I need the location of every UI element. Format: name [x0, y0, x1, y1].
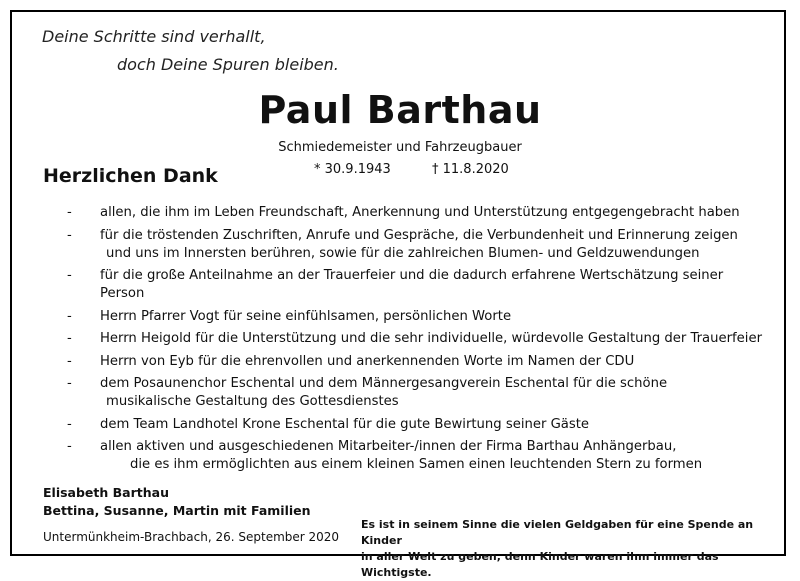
list-item: - dem Posaunenchor Eschental und dem Männergesangverein Eschental für die schöne musikalische Gestaltung des Gottesdienstes: [67, 376, 668, 409]
obituary-frame: [10, 10, 786, 579]
list-item: - für die große Anteilnahme an der Trauerfeier und die dadurch erfahrene Wertschätzung seiner Person: [67, 268, 724, 301]
quote-line-2: doch Deine Spuren bleiben.: [117, 55, 339, 74]
thanks-list: [62, 204, 762, 479]
list-item: - Herrn von Eyb für die ehrenvollen und anerkennenden Worte im Namen der CDU: [67, 353, 635, 369]
list-item: - allen aktiven und ausgeschiedenen Mitarbeiter-/innen der Firma Barthau Anhängerbau, die es ihm ermöglichten aus einem kleinen Samen einen leuchtenden Stern zu formen: [67, 439, 703, 472]
donation-note: [361, 517, 781, 581]
donation-note-line-1: Es ist in seinem Sinne die vielen Geldgaben für eine Spende an Kinder: [361, 518, 754, 547]
quote-line-1: Deine Schritte sind verhallt,: [42, 27, 266, 46]
signer-line-1: Elisabeth Barthau: [43, 485, 169, 500]
list-item: - Herrn Heigold für die Unterstützung und die sehr individuelle, würdevolle Gestaltung der Trauerfeier: [67, 331, 762, 346]
death-date: † 11.8.2020: [432, 162, 509, 177]
donation-note-line-2: in aller Welt zu geben, denn Kinder waren ihm immer das Wichtigste.: [361, 550, 719, 579]
deceased-profession: Schmiedemeister und Fahrzeugbauer: [278, 140, 522, 155]
place-date: Untermünkheim-Brachbach, 26. September 2020: [43, 530, 340, 544]
signer-line-2: Bettina, Susanne, Martin mit Familien: [43, 503, 311, 518]
signers: [43, 484, 311, 520]
list-item: - Herrn Pfarrer Vogt für seine einfühlsamen, persönlichen Worte: [67, 308, 512, 324]
birth-date: * 30.9.1943: [314, 162, 391, 177]
list-item: - dem Team Landhotel Krone Eschental für die gute Bewirtung seiner Gäste: [67, 416, 590, 432]
thanks-heading: Herzlichen Dank: [43, 165, 218, 187]
deceased-name: Paul Barthau: [258, 88, 542, 132]
list-item: - allen, die ihm im Leben Freundschaft, Anerkennung und Unterstützung entgegengebracht haben: [67, 205, 740, 220]
list-item: - für die tröstenden Zuschriften, Anrufe und Gespräche, die Verbundenheit und Erinnerung zeigen und uns im Innersten berühren, sowie für die zahlreichen Blumen- und Geldzuwendungen: [67, 227, 738, 261]
